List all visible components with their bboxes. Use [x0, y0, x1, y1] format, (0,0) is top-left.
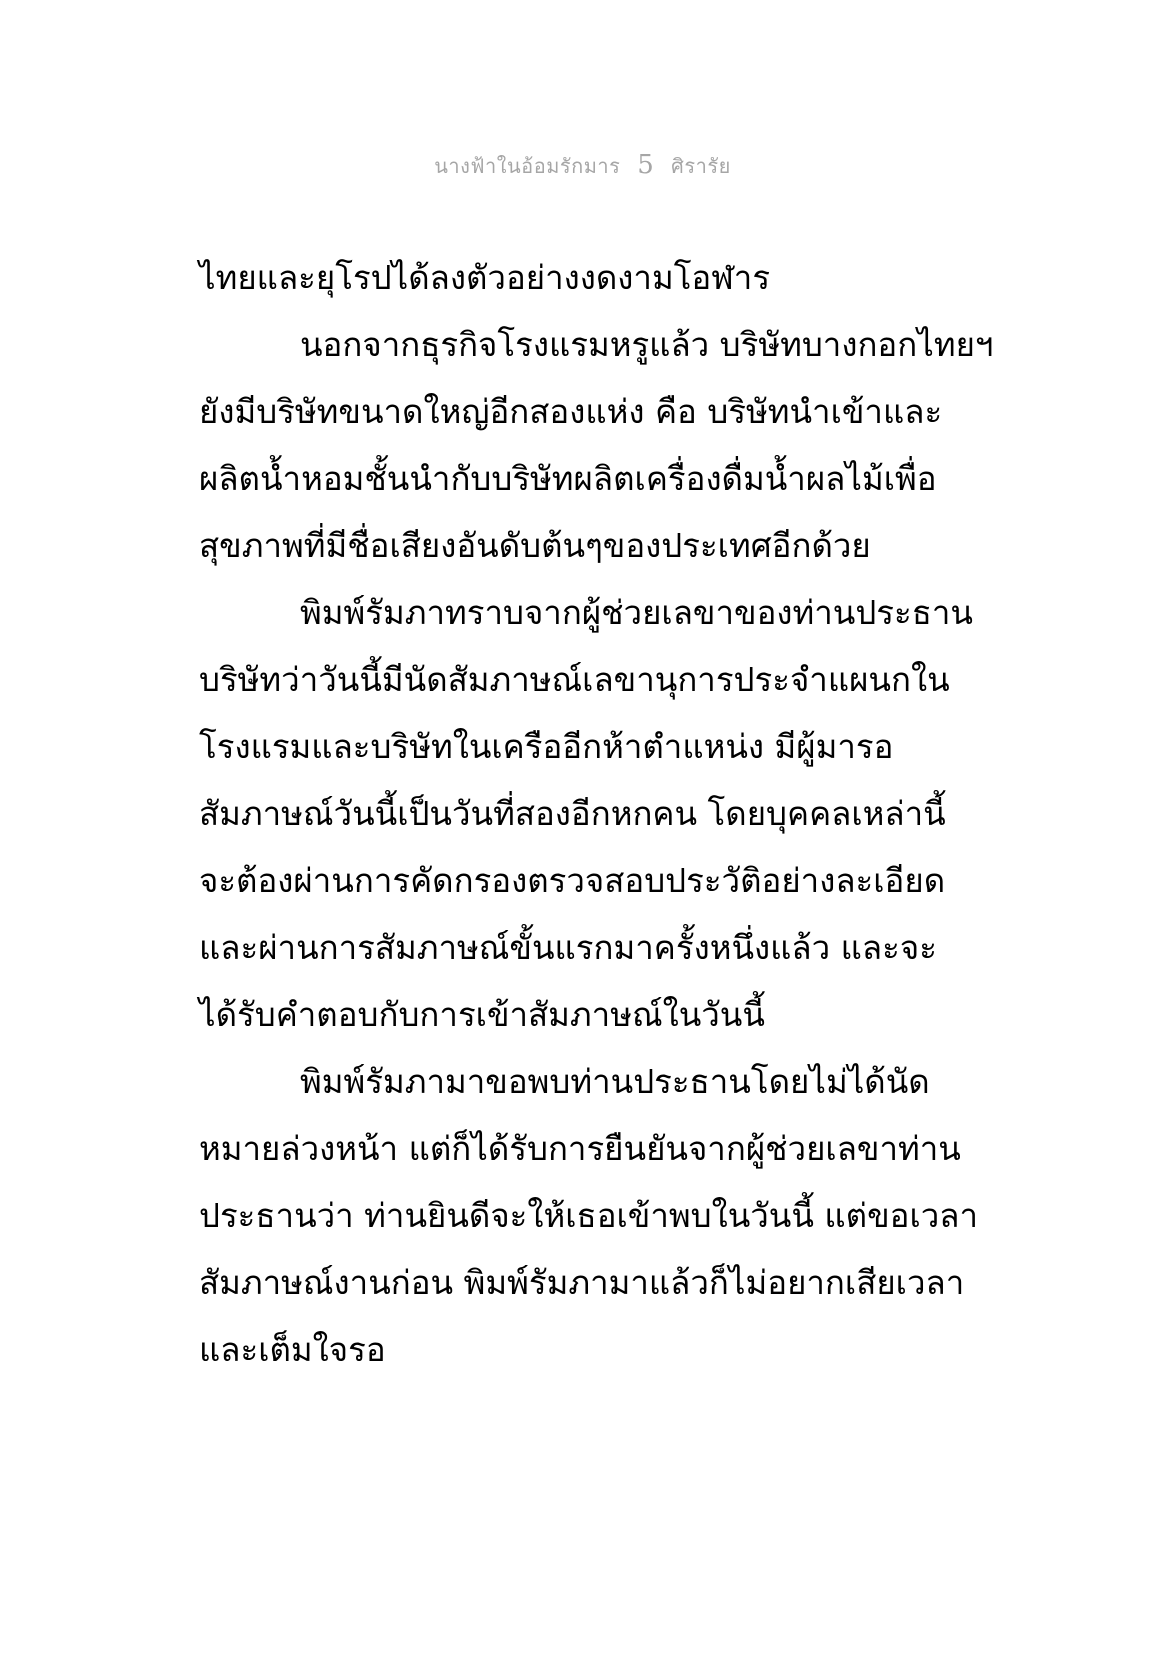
body-text [199, 244, 994, 1383]
text-line: สัมภาษณ์งานก่อน พิมพ์รัมภามาแล้วก็ไม่อยากเสียเวลา [199, 1263, 965, 1302]
text-line: บริษัทว่าวันนี้มีนัดสัมภาษณ์เลขานุการประจำแผนกใน [199, 660, 950, 699]
paragraph-2 [199, 311, 994, 579]
text-line: ยังมีบริษัทขนาดใหญ่อีกสองแห่ง คือ บริษัทนำเข้าและ [199, 392, 943, 431]
text-line: พิมพ์รัมภาทราบจากผู้ช่วยเลขาของท่านประธาน [300, 593, 973, 632]
text-line: ผลิตน้ำหอมชั้นนำกับบริษัทผลิตเครื่องดื่มน้ำผลไม้เพื่อ [199, 459, 937, 498]
paragraph-3 [199, 579, 973, 1048]
book-title: นางฟ้าในอ้อมรักมาร [434, 154, 621, 178]
text-line: นอกจากธุรกิจโรงแรมหรูแล้ว บริษัทบางกอกไทยฯ [300, 325, 994, 364]
text-line: ประธานว่า ท่านยินดีจะให้เธอเข้าพบในวันนี้ แต่ขอเวลา [199, 1196, 979, 1235]
text-line: จะต้องผ่านการคัดกรองตรวจสอบประวัติอย่างละเอียด [199, 861, 946, 900]
author-name: ศิรารัย [671, 154, 731, 178]
text-line: ได้รับคำตอบกับการเข้าสัมภาษณ์ในวันนี้ [199, 995, 765, 1034]
page-number: 5 [637, 150, 655, 180]
text-line: ไทยและยุโรปได้ลงตัวอย่างงดงามโอฬาร [199, 258, 771, 297]
text-line: สัมภาษณ์วันนี้เป็นวันที่สองอีกหกคน โดยบุคคลเหล่านี้ [199, 794, 946, 833]
text-line: พิมพ์รัมภามาขอพบท่านประธานโดยไม่ได้นัด [300, 1062, 930, 1101]
running-header [0, 150, 1165, 182]
text-line: โรงแรมและบริษัทในเครืออีกห้าตำแหน่ง มีผู้มารอ [199, 727, 894, 766]
paragraph-1 [199, 244, 969, 311]
text-line: และผ่านการสัมภาษณ์ขั้นแรกมาครั้งหนึ่งแล้ว และจะ [199, 928, 937, 967]
text-line: หมายล่วงหน้า แต่ก็ได้รับการยืนยันจากผู้ช่วยเลขาท่าน [199, 1129, 961, 1168]
paragraph-4 [199, 1048, 979, 1383]
text-line: และเต็มใจรอ [199, 1330, 386, 1369]
text-line: สุขภาพที่มีชื่อเสียงอันดับต้นๆของประเทศอีกด้วย [199, 526, 871, 565]
